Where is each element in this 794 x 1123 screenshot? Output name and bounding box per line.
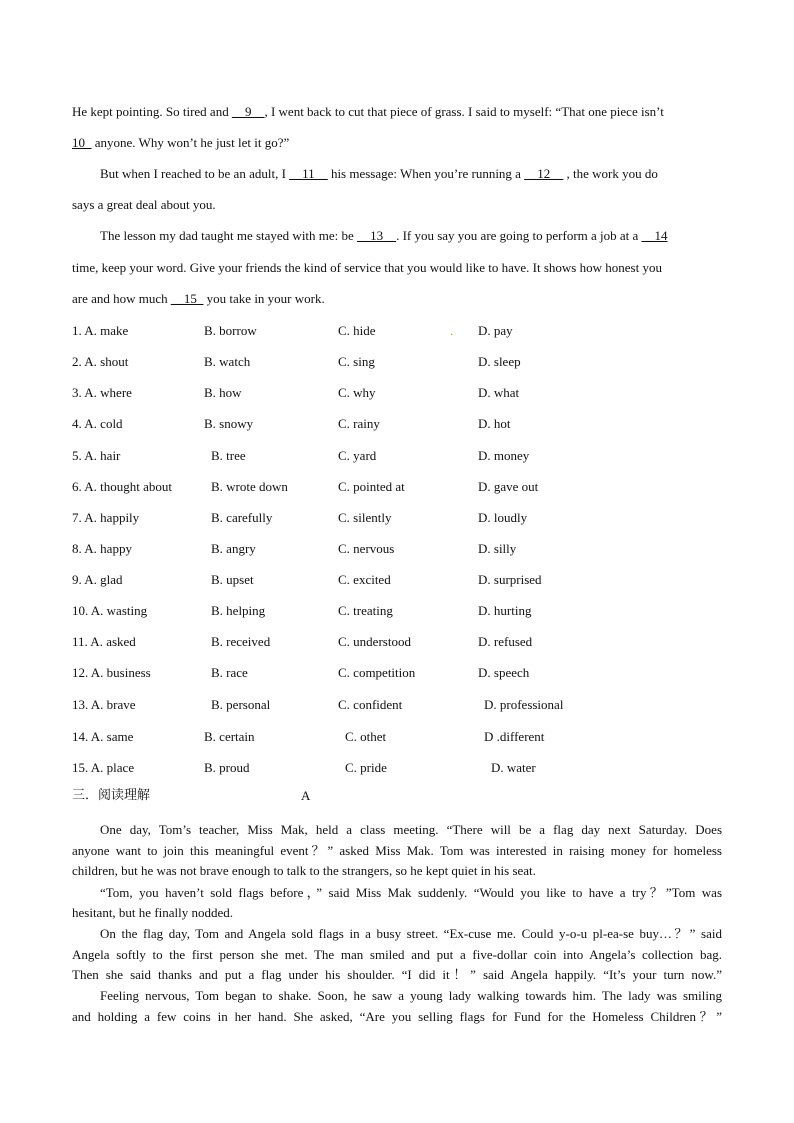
passage-text: , I went back to cut that piece of grass. I said to myself: “That one piece isn’t [264,104,664,119]
question-row [72,477,722,497]
passage-text: , the work you do [563,166,658,181]
passage-line-3 [100,164,722,184]
option-a: 3. A. where [72,385,132,400]
passage-text: . If you say you are going to perform a job at a [396,228,642,243]
question-row [72,632,722,652]
option-b: B. wrote down [211,479,288,494]
passage-line-1 [72,102,722,122]
passage-text: time, keep your word. Give your friends the kind of service that you would like to have. It shows how honest you [72,260,662,275]
option-a: 2. A. shout [72,354,129,369]
option-c: C. sing [338,354,375,369]
option-c: C. pointed at [338,479,405,494]
option-b: B. received [211,634,271,649]
passage-text: But when I reached to be an adult, I [100,166,290,181]
option-d: D. pay [478,323,513,338]
question-row [72,352,722,372]
passage-line-2 [72,133,722,153]
option-a: 6. A. thought about [72,479,173,494]
question-row [72,727,722,747]
option-c: C. competition [338,665,416,680]
option-d: D. loudly [478,510,528,525]
question-row [72,695,722,715]
question-row [72,508,722,528]
option-d: D. surprised [478,572,542,587]
option-a: 11. A. asked [72,634,136,649]
option-b: B. tree [211,448,246,463]
reading-line: hesitant, but he finally nodded. [72,905,234,920]
blank-9: __9__ [231,104,265,119]
option-c: C. why [338,385,376,400]
option-c: C. othet [345,729,387,744]
passage-line-4 [72,195,722,215]
passage-text: you take in your work. [203,291,325,306]
option-a: 5. A. hair [72,448,121,463]
option-d: D. money [478,448,530,463]
option-b: B. helping [211,603,266,618]
question-row [72,601,722,621]
option-a: 10. A. wasting [72,603,148,618]
blank-15: __15_ [170,291,204,306]
passage-text: are and how much [72,291,171,306]
passage-line-7 [72,289,722,309]
option-c: C. yard [338,448,377,463]
option-a: 7. A. happily [72,510,140,525]
option-d: D. professional [484,697,564,712]
option-b: B. certain [204,729,255,744]
question-row [72,414,722,434]
option-a: 9. A. glad [72,572,123,587]
question-row [72,758,722,778]
option-b: B. how [204,385,242,400]
question-row [72,383,722,403]
option-c: C. excited [338,572,391,587]
option-a: 4. A. cold [72,416,123,431]
option-c: C. rainy [338,416,380,431]
option-d: D. gave out [478,479,539,494]
question-row [72,321,722,341]
passage-text: his message: When you’re running a [327,166,525,181]
option-d: D. silly [478,541,517,556]
question-row [72,539,722,559]
option-a: 13. A. brave [72,697,136,712]
option-b: B. watch [204,354,251,369]
option-c: C. treating [338,603,393,618]
option-c: C. confident [338,697,403,712]
option-b: B. snowy [204,416,254,431]
passage-line-6 [72,258,722,278]
option-c: C. hide [338,323,376,338]
option-a: 1. A. make [72,323,129,338]
option-b: B. race [211,665,248,680]
passage-text: The lesson my dad taught me stayed with me: be [100,228,358,243]
stray-mark: . [450,323,454,338]
option-a: 14. A. same [72,729,134,744]
option-c: C. nervous [338,541,395,556]
passage-letter: A [301,788,311,803]
option-a: 15. A. place [72,760,135,775]
reading-line: Angela softly to the first person she met. The man smiled and put a five-dollar coin into Angela’s collection bag. [72,947,722,962]
option-a: 12. A. business [72,665,151,680]
blank-13: __13__ [357,228,397,243]
option-d: D. what [478,385,520,400]
passage-text: anyone. Why won’t he just let it go?” [91,135,290,150]
reading-line: children, but he was not brave enough to talk to the strangers, so he kept quiet in his seat. [72,863,536,878]
blank-10: 10_ [72,135,92,150]
option-a: 8. A. happy [72,541,132,556]
passage-line-5 [100,226,722,246]
blank-11: __11__ [289,166,328,181]
option-c: C. understood [338,634,411,649]
option-d: D. hurting [478,603,532,618]
reading-line: anyone want to join this meaningful event？” asked Miss Mak. Tom was interested in raising money for homeless [72,843,722,858]
option-c: C. silently [338,510,392,525]
option-b: B. upset [211,572,254,587]
blank-14: __14 [641,228,668,243]
blank-12: __12__ [524,166,564,181]
option-b: B. carefully [211,510,273,525]
question-row [72,446,722,466]
option-b: B. proud [204,760,250,775]
section-heading: 三．阅读理解 [72,788,151,803]
option-b: B. borrow [204,323,257,338]
passage-text: He kept pointing. So tired and [72,104,232,119]
option-d: D. hot [478,416,511,431]
question-row [72,570,722,590]
reading-line: Then she said thanks and put a flag under his shoulder. “I did it！” said Angela happily. “It’s your turn now.” [72,967,722,982]
reading-line: One day, Tom’s teacher, Miss Mak, held a class meeting. “There will be a flag day next Saturday. Does [100,822,722,837]
reading-line: On the flag day, Tom and Angela sold flags in a busy street. “Ex-cuse me. Could y-o-u pl-ea-se buy…？” said [100,926,722,941]
option-b: B. angry [211,541,256,556]
reading-line: “Tom, you haven’t sold flags before，” said Miss Mak suddenly. “Would you like to have a try？”Tom was [100,885,722,900]
option-d: D. water [491,760,536,775]
reading-line: Feeling nervous, Tom began to shake. Soon, he saw a young lady walking towards him. The lady was smiling [100,988,722,1003]
question-row [72,663,722,683]
option-d: D. speech [478,665,530,680]
option-b: B. personal [211,697,271,712]
option-c: C. pride [345,760,387,775]
option-d: D. sleep [478,354,521,369]
option-d: D .different [484,729,545,744]
passage-text: says a great deal about you. [72,197,216,212]
option-d: D. refused [478,634,533,649]
reading-line: and holding a few coins in her hand. She asked, “Are you selling flags for Fund for the Homeless Children？” [72,1009,722,1024]
